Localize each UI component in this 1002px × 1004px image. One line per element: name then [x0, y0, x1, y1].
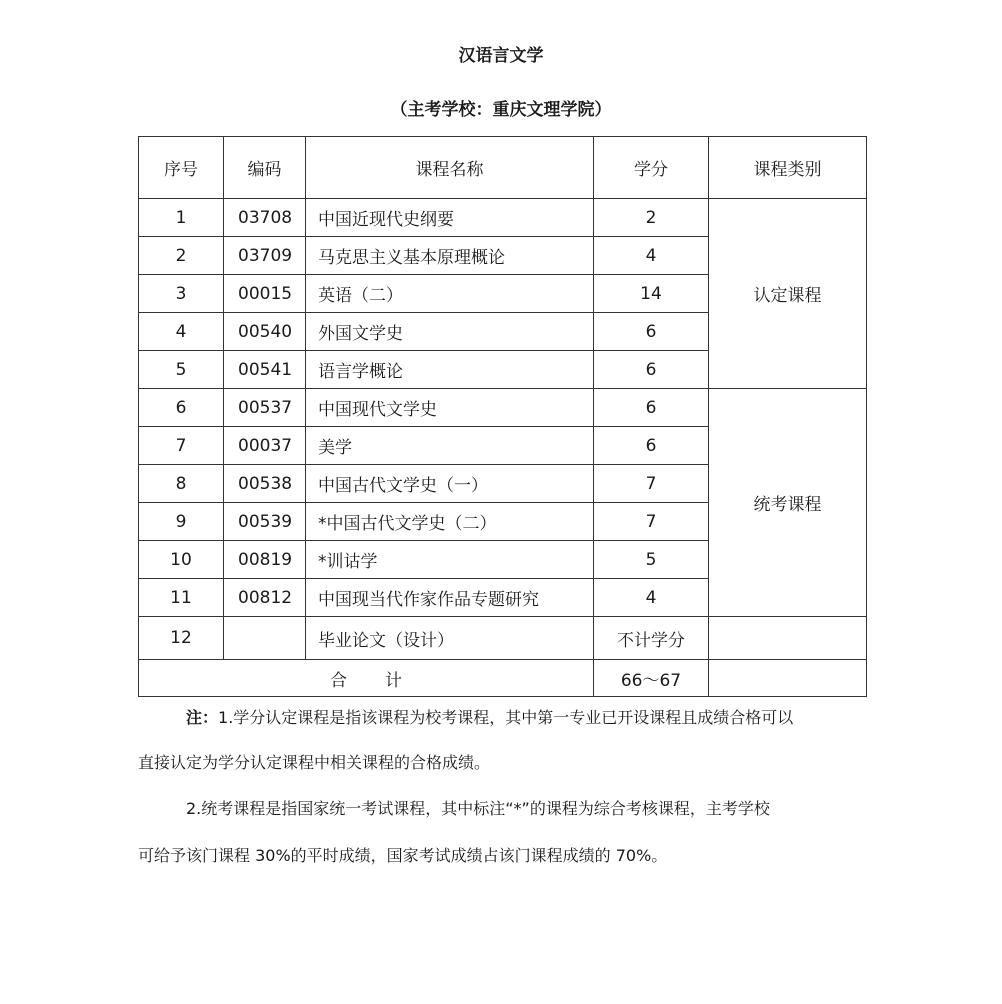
table-header-row: [139, 137, 867, 199]
total-row: [139, 660, 867, 697]
row-code: 00537: [224, 389, 306, 427]
row-code: 00015: [224, 275, 306, 313]
row-course-name: *中国古代文学史（二）: [306, 503, 594, 541]
empty-category-cell: [709, 617, 867, 660]
row-code: [224, 617, 306, 660]
row-course-name: 中国古代文学史（一）: [306, 465, 594, 503]
total-label-left: 合: [330, 670, 347, 691]
document-subtitle: （主考学校：重庆文理学院）: [390, 100, 612, 120]
table-row: [139, 199, 867, 237]
row-code: 00539: [224, 503, 306, 541]
header-credit: 学分: [594, 137, 709, 199]
note-2-line-1: 2.统考课程是指国家统一考试课程，其中标注“*”的课程为综合考核课程，主考学校: [186, 799, 770, 818]
row-credit: 6: [594, 313, 709, 351]
row-index: 12: [139, 617, 224, 660]
row-course-name: *训诂学: [306, 541, 594, 579]
row-index: 3: [139, 275, 224, 313]
row-index: 6: [139, 389, 224, 427]
row-index: 11: [139, 579, 224, 617]
row-course-name: 中国现当代作家作品专题研究: [306, 579, 594, 617]
total-label: [139, 660, 594, 697]
row-course-name: 毕业论文（设计）: [306, 617, 594, 660]
row-credit: 6: [594, 351, 709, 389]
header-index: 序号: [139, 137, 224, 199]
row-code: 03709: [224, 237, 306, 275]
row-credit: 6: [594, 389, 709, 427]
note-prefix: 注：: [186, 708, 219, 727]
row-credit: 5: [594, 541, 709, 579]
note-2-line-2: 可给予该门课程 30%的平时成绩，国家考试成绩占该门课程成绩的 70%。: [138, 846, 668, 865]
table-row: [139, 389, 867, 427]
row-credit: 不计学分: [594, 617, 709, 660]
note-1-line-1: [186, 706, 926, 730]
row-index: 10: [139, 541, 224, 579]
row-course-name: 外国文学史: [306, 313, 594, 351]
document-title: 汉语言文学: [458, 46, 544, 66]
row-index: 9: [139, 503, 224, 541]
row-code: 00538: [224, 465, 306, 503]
row-course-name: 中国近现代史纲要: [306, 199, 594, 237]
course-table: [138, 136, 867, 697]
row-credit: 14: [594, 275, 709, 313]
row-code: 00812: [224, 579, 306, 617]
row-course-name: 语言学概论: [306, 351, 594, 389]
row-credit: 4: [594, 237, 709, 275]
table-row: [139, 617, 867, 660]
row-course-name: 中国现代文学史: [306, 389, 594, 427]
row-index: 8: [139, 465, 224, 503]
row-course-name: 美学: [306, 427, 594, 465]
empty-total-category-cell: [709, 660, 867, 697]
header-course-name: 课程名称: [306, 137, 594, 199]
row-credit: 2: [594, 199, 709, 237]
category-recognized: 认定课程: [709, 199, 867, 389]
row-code: 03708: [224, 199, 306, 237]
row-index: 2: [139, 237, 224, 275]
total-credit: 66～67: [594, 660, 709, 697]
row-course-name: 英语（二）: [306, 275, 594, 313]
header-category: 课程类别: [709, 137, 867, 199]
note-1-text: 1.学分认定课程是指该课程为校考课程，其中第一专业已开设课程且成绩合格可以: [218, 708, 794, 727]
note-1-line-2: 直接认定为学分认定课程中相关课程的合格成绩。: [138, 753, 491, 772]
row-credit: 4: [594, 579, 709, 617]
row-course-name: 马克思主义基本原理概论: [306, 237, 594, 275]
category-unified: 统考课程: [709, 389, 867, 617]
row-code: 00541: [224, 351, 306, 389]
row-index: 7: [139, 427, 224, 465]
row-credit: 6: [594, 427, 709, 465]
row-code: 00037: [224, 427, 306, 465]
row-code: 00819: [224, 541, 306, 579]
row-credit: 7: [594, 465, 709, 503]
total-label-right: 计: [385, 670, 402, 691]
row-index: 4: [139, 313, 224, 351]
row-index: 5: [139, 351, 224, 389]
header-code: 编码: [224, 137, 306, 199]
row-index: 1: [139, 199, 224, 237]
row-credit: 7: [594, 503, 709, 541]
row-code: 00540: [224, 313, 306, 351]
